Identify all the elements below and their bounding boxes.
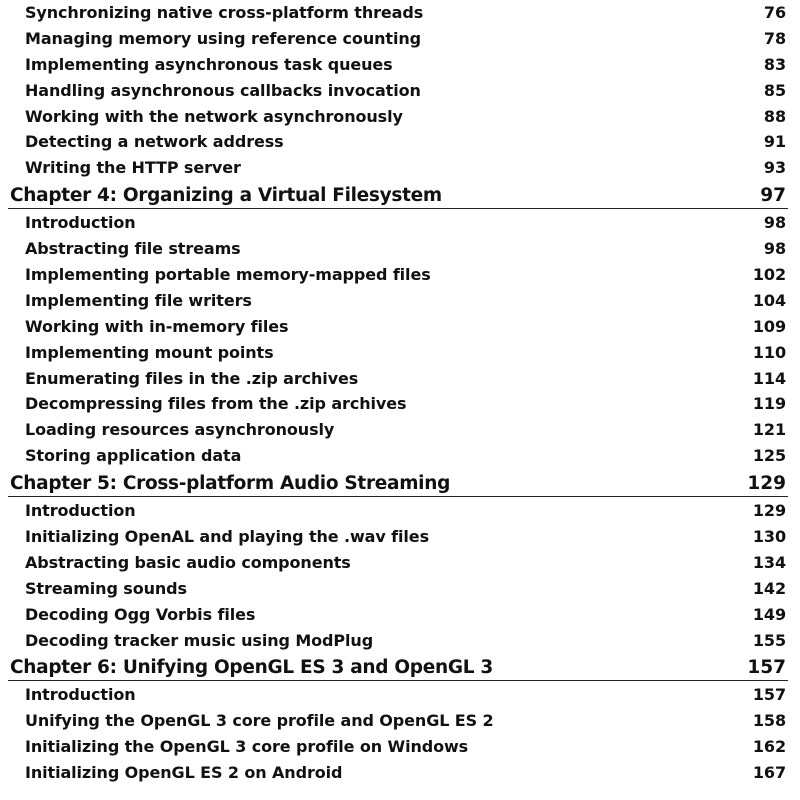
chapter-page: 97 — [760, 185, 786, 207]
toc-entry-title: Abstracting basic audio components — [25, 552, 351, 572]
toc-entry-page: 129 — [752, 501, 786, 521]
chapter-page: 129 — [747, 473, 786, 495]
toc-entry-title: Implementing portable memory-mapped files — [25, 265, 431, 285]
toc-entry[interactable] — [0, 708, 800, 734]
toc-entry[interactable] — [0, 262, 800, 288]
toc-entry[interactable] — [0, 391, 800, 417]
toc-entry-page: 102 — [752, 265, 786, 285]
toc-entry[interactable] — [0, 210, 800, 236]
toc-entry-page: 167 — [752, 763, 786, 783]
toc-entry[interactable] — [0, 314, 800, 340]
toc-entry-title: Introduction — [25, 685, 136, 705]
chapter-heading[interactable] — [8, 653, 788, 681]
toc-entry-title: Initializing OpenAL and playing the .wav files — [25, 527, 429, 547]
toc-chapter-group — [0, 653, 800, 786]
toc-entry-title: Synchronizing native cross-platform threads — [25, 3, 424, 22]
toc-entry-page: 109 — [752, 316, 786, 336]
chapter-heading[interactable] — [8, 181, 788, 209]
toc-entry-title: Decompressing files from the .zip archives — [25, 394, 407, 414]
toc-entry-title: Decoding Ogg Vorbis files — [25, 604, 256, 624]
toc-entry-page: 157 — [752, 685, 786, 705]
toc-entry-title: Streaming sounds — [25, 578, 187, 598]
toc-entry[interactable] — [0, 129, 800, 155]
toc-entry-title: Working with in-memory files — [25, 316, 289, 336]
chapter-title: Chapter 5: Cross-platform Audio Streaming — [10, 473, 451, 495]
toc-entry-title: Implementing asynchronous task queues — [25, 54, 393, 74]
toc-entry[interactable] — [0, 734, 800, 760]
toc-entry[interactable] — [0, 155, 800, 181]
toc-entry[interactable] — [0, 52, 800, 78]
toc-chapter-group — [0, 469, 800, 653]
toc-entry-page: 104 — [752, 290, 786, 310]
toc-entry-page: 76 — [763, 3, 786, 22]
toc-entry-title: Abstracting file streams — [25, 239, 241, 259]
toc-entry-page: 91 — [763, 132, 786, 152]
toc-entry[interactable] — [0, 236, 800, 262]
toc-entry[interactable] — [0, 443, 800, 469]
chapter-title: Chapter 6: Unifying OpenGL ES 3 and OpenGL 3 — [10, 657, 493, 679]
toc-entry[interactable] — [0, 498, 800, 524]
chapter-heading[interactable] — [8, 469, 788, 497]
toc-entry-page: 110 — [752, 342, 786, 362]
toc-entry[interactable] — [0, 602, 800, 628]
toc-group — [0, 0, 800, 181]
toc-entry-title: Implementing file writers — [25, 290, 252, 310]
toc-entry[interactable] — [0, 682, 800, 708]
chapter-page: 157 — [747, 657, 786, 679]
toc-entry-title: Initializing OpenGL ES 2 on Android — [25, 763, 343, 783]
toc-entry[interactable] — [0, 628, 800, 654]
toc-entry-page: 134 — [752, 552, 786, 572]
toc-entry-page: 142 — [752, 578, 786, 598]
toc-entry-title: Introduction — [25, 213, 136, 233]
toc-entry-title: Detecting a network address — [25, 132, 284, 152]
toc-entry-page: 83 — [763, 54, 786, 74]
chapter-title: Chapter 4: Organizing a Virtual Filesystem — [10, 185, 442, 207]
toc-entry[interactable] — [0, 78, 800, 104]
toc-entry[interactable] — [0, 26, 800, 52]
toc-entry-page: 114 — [752, 368, 786, 388]
toc-entry-page: 93 — [763, 158, 786, 178]
toc-entry-title: Managing memory using reference counting — [25, 28, 421, 48]
toc-entry[interactable] — [0, 417, 800, 443]
toc-entry-page: 98 — [763, 239, 786, 259]
toc-entry[interactable] — [0, 0, 800, 26]
toc-entry[interactable] — [0, 104, 800, 130]
toc-entry-title: Writing the HTTP server — [25, 158, 241, 178]
toc-entry-page: 88 — [763, 106, 786, 126]
toc-entry-title: Introduction — [25, 501, 136, 521]
toc-entry[interactable] — [0, 760, 800, 786]
toc-entry-page: 85 — [763, 80, 786, 100]
toc-entry-title: Loading resources asynchronously — [25, 420, 335, 440]
toc-entry-page: 155 — [752, 630, 786, 650]
toc-entry-title: Decoding tracker music using ModPlug — [25, 630, 374, 650]
toc-entry[interactable] — [0, 576, 800, 602]
toc-entry[interactable] — [0, 340, 800, 366]
toc-entry-page: 158 — [752, 711, 786, 731]
toc-entry-page: 121 — [752, 420, 786, 440]
toc-entry-title: Initializing the OpenGL 3 core profile on Windows — [25, 737, 469, 757]
toc-entry-page: 149 — [752, 604, 786, 624]
toc-entry-page: 119 — [752, 394, 786, 414]
toc-entry-page: 130 — [752, 527, 786, 547]
toc-entry-title: Storing application data — [25, 446, 242, 466]
toc-entry-page: 98 — [763, 213, 786, 233]
toc-entry[interactable] — [0, 366, 800, 392]
toc-entry-page: 125 — [752, 446, 786, 466]
toc-entry[interactable] — [0, 550, 800, 576]
toc-entry[interactable] — [0, 288, 800, 314]
toc-chapter-group — [0, 181, 800, 469]
toc-entry-page: 78 — [763, 28, 786, 48]
toc-entry-title: Working with the network asynchronously — [25, 106, 403, 126]
toc-entry-title: Unifying the OpenGL 3 core profile and OpenGL ES 2 — [25, 711, 494, 731]
toc-entry-page: 162 — [752, 737, 786, 757]
toc-entry-title: Handling asynchronous callbacks invocation — [25, 80, 421, 100]
toc-entry-title: Implementing mount points — [25, 342, 274, 362]
toc-entry-title: Enumerating files in the .zip archives — [25, 368, 359, 388]
toc-entry[interactable] — [0, 524, 800, 550]
